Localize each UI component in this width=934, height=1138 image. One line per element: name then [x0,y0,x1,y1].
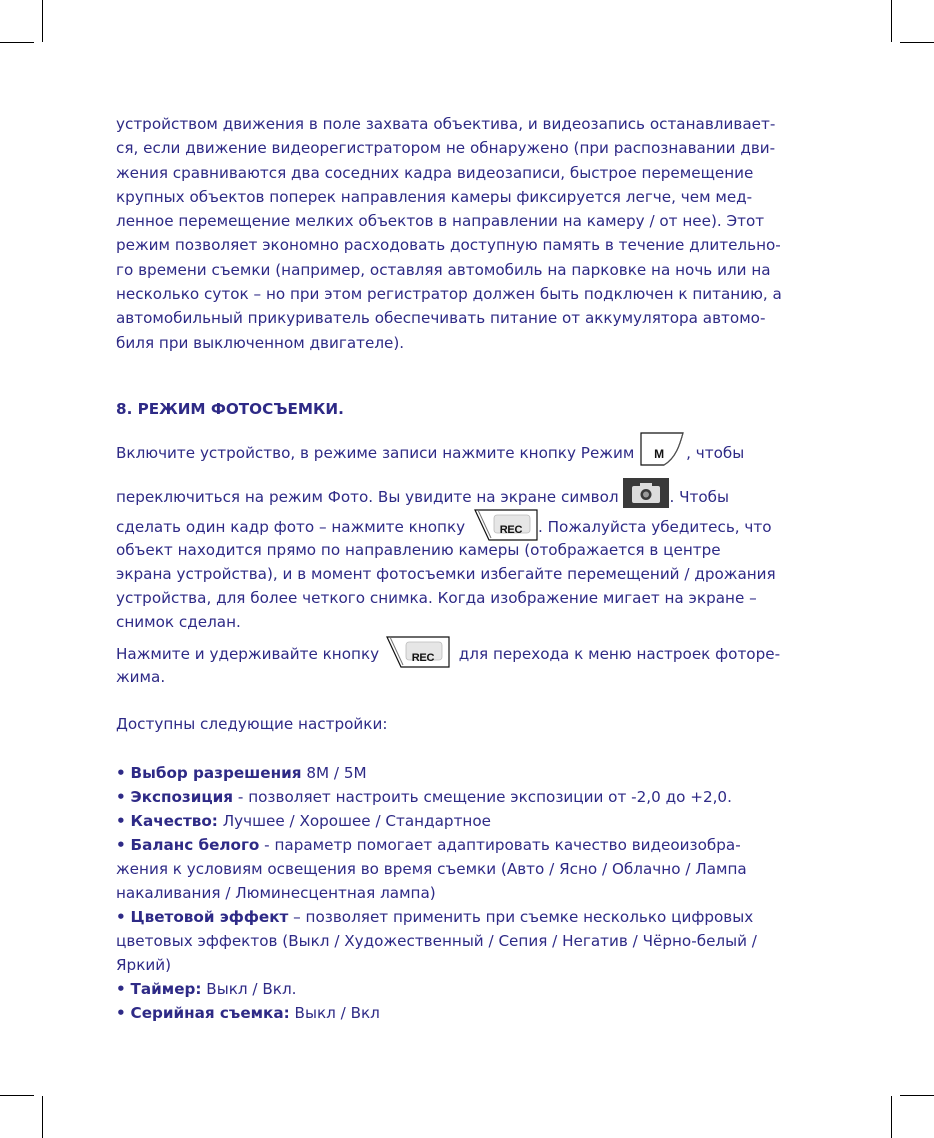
crop-mark-bottom-left-horizontal [0,1095,34,1096]
bullet: • [116,788,126,806]
settings-item-text: Лучшее / Хорошее / Стандартное [217,812,491,830]
intro-line: го времени съемки (например, оставляя автомобиль на парковке на ночь или на [116,260,771,279]
settings-list [116,761,757,1025]
para1-text: . Пожалуйста убедитесь, что [537,518,772,536]
settings-item-timer [116,977,757,1001]
intro-line: несколько суток – но при этом регистратор должен быть подключен к питанию, а [116,285,782,304]
para1-line: экрана устройства), и в момент фотосъемки избегайте перемещений / дрожания [116,565,776,583]
para2-text: для перехода к меню настроек фоторе- [458,645,781,663]
bullet: • [116,836,126,854]
photo-mode-paragraph-rest [116,538,776,634]
settings-item-label: Экспозиция [130,788,234,806]
settings-item-label: Цветовой эффект [130,908,289,926]
settings-item-quality [116,809,757,833]
para1-text: , чтобы [686,444,745,462]
settings-item-text: Выкл / Вкл. [201,980,297,998]
photo-mode-line-3 [116,509,772,541]
intro-line: биля при выключенном двигателе). [116,333,405,352]
settings-item-text: – позволяет применить при съемке несколько цифровых [288,908,754,926]
bullet: • [116,812,126,830]
settings-item-label: Качество: [130,812,218,830]
settings-item-exposure [116,785,757,809]
settings-intro: Доступны следующие настройки: [116,715,388,733]
crop-mark-top-right-vertical [891,0,892,42]
settings-item-label: Серийная съемка: [130,1004,290,1022]
intro-line: ленное перемещение мелких объектов в направлении на камеру / от нее). Этот [116,212,765,231]
intro-line: устройством движения в поле захвата объектива, и видеозапись останавливает- [116,115,776,133]
settings-item-resolution [116,761,757,785]
intro-paragraph [116,112,782,355]
bullet: • [116,908,126,926]
para1-text: переключиться на режим Фото. Вы увидите на экране символ [116,488,619,506]
para2-text: Нажмите и удерживайте кнопку [116,645,380,663]
intro-line: режим позволяет экономно расходовать доступную память в течение длительно- [116,236,781,255]
section-heading: 8. РЕЖИМ ФОТОСЪЕМКИ. [116,400,344,418]
settings-item-text: - параметр помогает адаптировать качество видеоизобра- [259,836,741,854]
intro-line: жения сравниваются два соседних кадра видеозаписи, быстрое перемещение [116,163,754,182]
para1-line: устройства, для более четкого снимка. Когда изображение мигает на экране – [116,589,757,607]
mode-button-label: M [654,447,665,461]
settings-item-label: Баланс белого [130,836,260,854]
crop-mark-bottom-left-vertical [42,1096,43,1138]
intro-line: ся, если движение видеорегистратором не обнаружено (при распознавании дви- [116,139,776,158]
settings-item-continuation: накаливания / Люминесцентная лампа) [116,884,436,902]
photo-mode-line-2 [116,478,729,510]
settings-item-label: Выбор разрешения [130,764,302,782]
intro-line: автомобильный прикуриватель обеспечивать питание от аккумулятора автомо- [116,309,766,328]
camera-icon [623,478,669,508]
settings-item-continuation: жения к условиям освещения во время съемки (Авто / Ясно / Облачно / Лампа [116,860,747,878]
crop-mark-top-left-vertical [42,0,43,42]
rec-button-label: REC [499,524,523,536]
settings-item-text: - позволяет настроить смещение экспозиции от -2,0 до +2,0. [233,788,732,806]
settings-item-white-balance [116,833,757,857]
settings-item-color-effect [116,905,757,929]
settings-item-text: 8M / 5M [301,764,367,782]
bullet: • [116,1004,126,1022]
rec-button-icon [474,509,538,541]
para1-text: Включите устройство, в режиме записи нажмите кнопку Режим [116,444,635,462]
para1-line: снимок сделан. [116,613,241,631]
bullet: • [116,764,126,782]
hold-rec-line-1 [116,636,780,668]
settings-item-label: Таймер: [130,980,202,998]
hold-rec-line-2: жима. [116,668,166,686]
crop-mark-top-right-horizontal [900,42,934,43]
settings-item-burst [116,1001,757,1025]
rec-button-label: REC [411,652,435,664]
photo-mode-line-1 [116,432,744,472]
crop-mark-bottom-right-vertical [891,1096,892,1138]
para1-text: сделать один кадр фото – нажмите кнопку [116,518,466,536]
rec-button-icon [386,636,450,668]
para1-line: объект находится прямо по направлению камеры (отображается в центре [116,541,721,559]
mode-button-icon [640,432,684,466]
settings-item-continuation: цветовых эффектов (Выкл / Художественный / Сепия / Негатив / Чёрно-белый / [116,932,757,950]
bullet: • [116,980,126,998]
crop-mark-top-left-horizontal [0,42,34,43]
para1-text: . Чтобы [669,488,730,506]
intro-line: крупных объектов поперек направления камеры фиксируется легче, чем мед- [116,187,753,206]
crop-mark-bottom-right-horizontal [900,1095,934,1096]
settings-item-text: Выкл / Вкл [289,1004,380,1022]
settings-item-continuation: Яркий) [116,956,172,974]
